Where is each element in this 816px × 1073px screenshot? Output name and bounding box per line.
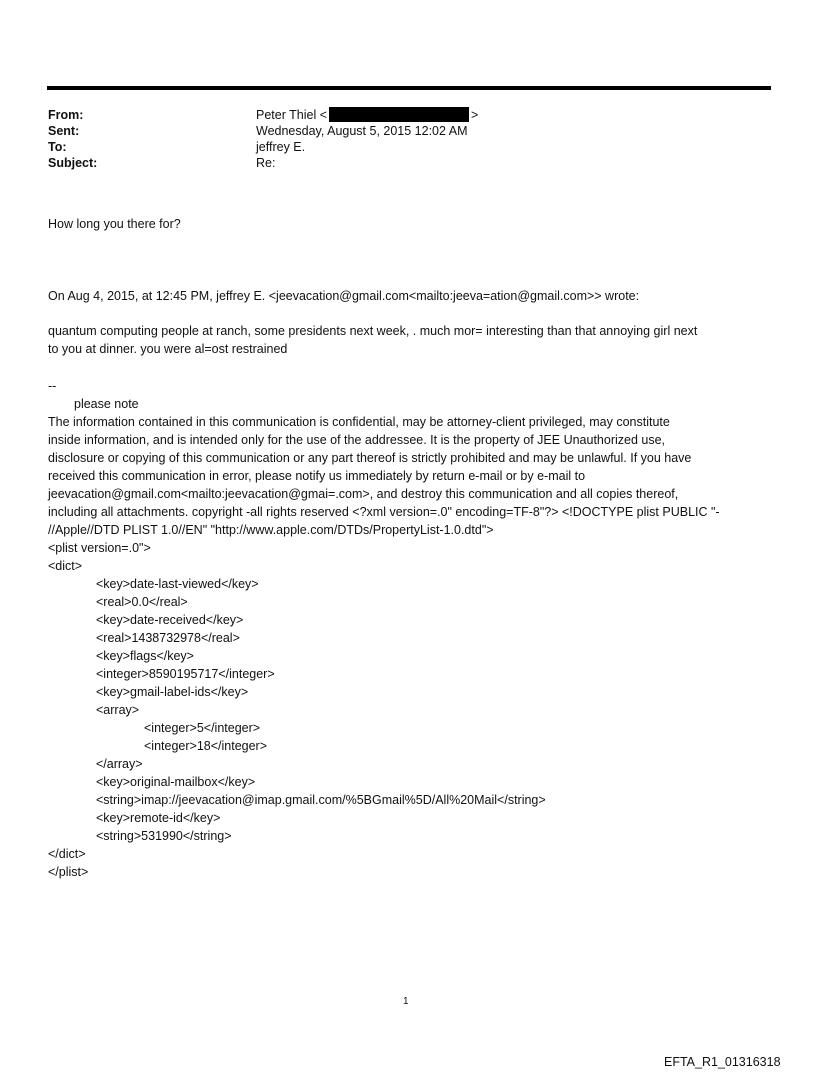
please-note: please note bbox=[74, 397, 139, 411]
plist-line: <real>0.0</real> bbox=[96, 595, 188, 609]
disclaimer-line: received this communication in error, please notify us immediately by return e-mail or by e-mail to bbox=[48, 469, 586, 483]
from-label: From: bbox=[48, 108, 84, 122]
quote-intro: On Aug 4, 2015, at 12:45 PM, jeffrey E. <jeevacation@gmail.com<mailto:jeeva=ation@gmail.com>> wrote: bbox=[48, 289, 640, 303]
plist-line: </plist> bbox=[48, 865, 89, 879]
page-number: 1 bbox=[403, 996, 409, 1007]
plist-line: <key>date-last-viewed</key> bbox=[96, 577, 259, 591]
sent-label: Sent: bbox=[48, 124, 80, 138]
reply-text: How long you there for? bbox=[48, 217, 181, 231]
disclaimer-line: including all attachments. copyright -all rights reserved <?xml version=.0" encoding=TF-8"?> <!DOCTYPE plist PUBLIC "- bbox=[48, 505, 720, 519]
to-label: To: bbox=[48, 140, 67, 154]
from-name: Peter Thiel < bbox=[256, 108, 327, 122]
plist-block bbox=[48, 539, 778, 881]
signature-block bbox=[48, 377, 778, 539]
plist-line: <key>gmail-label-ids</key> bbox=[96, 685, 249, 699]
quoted-message bbox=[48, 322, 778, 358]
redaction-box bbox=[329, 107, 469, 122]
disclaimer-line: //Apple//DTD PLIST 1.0//EN" "http://www.apple.com/DTDs/PropertyList-1.0.dtd"> bbox=[48, 523, 494, 537]
header-rule bbox=[47, 86, 771, 90]
plist-line: </array> bbox=[96, 757, 143, 771]
disclaimer-line: inside information, and is intended only for the use of the addressee. It is the property of JEE Unauthorized use, bbox=[48, 433, 666, 447]
disclaimer-line: The information contained in this communication is confidential, may be attorney-client privileged, may constitute bbox=[48, 415, 670, 429]
signature-dash: -- bbox=[48, 379, 57, 393]
plist-line: <key>flags</key> bbox=[96, 649, 194, 663]
sent-value: Wednesday, August 5, 2015 12:02 AM bbox=[256, 124, 468, 138]
plist-line: <integer>5</integer> bbox=[144, 721, 261, 735]
plist-line: <string>imap://jeevacation@imap.gmail.com/%5BGmail%5D/All%20Mail</string> bbox=[96, 793, 546, 807]
plist-line: <array> bbox=[96, 703, 140, 717]
subject-label: Subject: bbox=[48, 156, 98, 170]
plist-line: <key>remote-id</key> bbox=[96, 811, 221, 825]
plist-line: <integer>18</integer> bbox=[144, 739, 268, 753]
plist-line: <integer>8590195717</integer> bbox=[96, 667, 275, 681]
plist-line: <key>date-received</key> bbox=[96, 613, 244, 627]
subject-value: Re: bbox=[256, 156, 276, 170]
plist-line: <string>531990</string> bbox=[96, 829, 232, 843]
disclaimer-line: jeevacation@gmail.com<mailto:jeevacation@gmai=.com>, and destroy this communication and all copies thereof, bbox=[48, 487, 679, 501]
disclaimer-line: disclosure or copying of this communication or any part thereof is strictly prohibited and may be unlawful. If you have bbox=[48, 451, 692, 465]
from-close: > bbox=[471, 108, 479, 122]
plist-line: </dict> bbox=[48, 847, 86, 861]
plist-line: <key>original-mailbox</key> bbox=[96, 775, 256, 789]
document-id: EFTA_R1_01316318 bbox=[664, 1055, 781, 1069]
plist-line: <real>1438732978</real> bbox=[96, 631, 240, 645]
to-value: jeffrey E. bbox=[256, 140, 306, 154]
from-value bbox=[256, 107, 478, 123]
quoted-line: to you at dinner. you were al=ost restrained bbox=[48, 342, 288, 356]
plist-line: <plist version=.0"> bbox=[48, 541, 151, 555]
plist-line: <dict> bbox=[48, 559, 83, 573]
quoted-line: quantum computing people at ranch, some presidents next week, . much mor= interesting than that annoying girl next bbox=[48, 324, 698, 338]
